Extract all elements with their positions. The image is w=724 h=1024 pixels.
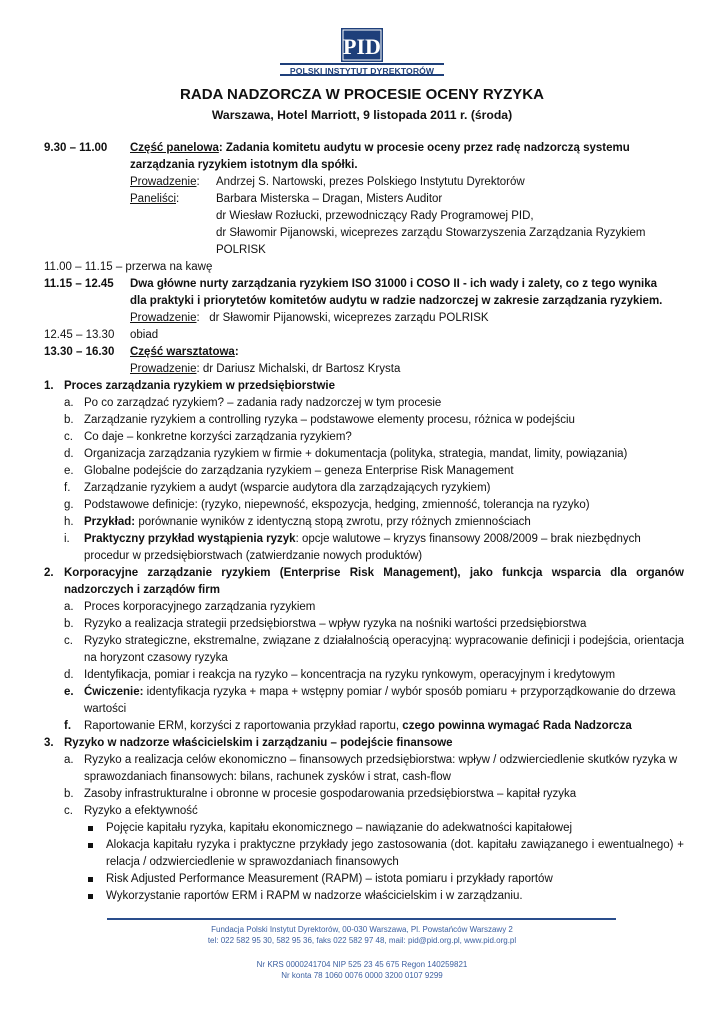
document-title: RADA NADZORCZA W PROCESIE OCENY RYZYKA <box>180 86 544 103</box>
item-text: Ryzyko a efektywność <box>84 805 198 817</box>
session-title-cont: dla praktyki i priorytetów komitetów audytu w radzie nadzorczej w zakresie zarządzania ryzykiem. <box>130 295 663 307</box>
session-time: 9.30 – 11.00 <box>44 142 108 154</box>
panelist-2: dr Wiesław Rozłucki, przewodniczący Rady Programowej PID, <box>216 210 534 222</box>
item-letter: f. <box>64 720 72 732</box>
bullet-text: Pojęcie kapitału ryzyka, kapitału ekonomicznego – nawiązanie do adekwatności kapitałowej <box>106 822 573 834</box>
list-item <box>64 446 684 463</box>
section-3 <box>44 735 684 752</box>
footer-account: Nr konta 78 1060 0076 0000 3200 0107 9299 <box>281 971 443 980</box>
moderator-name: Andrzej S. Nartowski, prezes Polskiego Instytutu Dyrektorów <box>216 176 525 188</box>
list-item <box>64 633 684 667</box>
item-letter: i. <box>64 533 70 545</box>
moderator-label: Prowadzenie <box>130 363 197 375</box>
list-item <box>64 599 684 616</box>
list-item <box>64 463 684 480</box>
coffee-break: 11.00 – 11.15 – przerwa na kawę <box>44 261 213 273</box>
section-title: Proces zarządzania ryzykiem w przedsiębiorstwie <box>64 380 336 392</box>
session-label: Część warsztatowa <box>130 346 235 358</box>
panelist-1: Barbara Misterska – Dragan, Misters Auditor <box>216 193 443 205</box>
item-text: Zasoby infrastrukturalne i obronne w procesie gospodarowania przedsiębiorstwa – kapitał ryzyka <box>84 788 577 800</box>
list-item <box>64 514 684 531</box>
item-letter: b. <box>64 788 74 800</box>
session-time: 13.30 – 16.30 <box>44 346 115 358</box>
section-number: 2. <box>44 567 54 579</box>
session-title: Dwa główne nurty zarządzania ryzykiem ISO 31000 i COSO II - ich wady i zalety, co z tego wynika <box>130 278 658 290</box>
bullet-square-icon <box>88 894 93 899</box>
item-letter: e. <box>64 686 74 698</box>
list-item <box>64 616 684 633</box>
pid-logo-mark <box>341 28 383 62</box>
item-text: Raportowanie ERM, korzyści z raportowania przykład raportu, <box>84 720 403 732</box>
item-text: Zarządzanie ryzykiem a audyt (wsparcie audytora dla zarządzających ryzykiem) <box>84 482 491 494</box>
pid-logo <box>280 28 444 78</box>
list-item <box>64 786 684 803</box>
lunch-time: 12.45 – 13.30 <box>44 329 115 341</box>
list-item <box>64 667 684 684</box>
moderator-name: : dr Dariusz Michalski, dr Bartosz Krysta <box>196 363 401 375</box>
item-letter: f. <box>64 482 71 494</box>
list-item <box>64 497 684 514</box>
list-item <box>64 684 684 718</box>
agenda-session-3: 13.30 – 16.30 Część warsztatowa: <box>44 344 684 361</box>
session-moderator: Prowadzenie: dr Sławomir Pijanowski, wiceprezes zarządu POLRISK <box>130 312 489 324</box>
footer-divider <box>107 918 616 920</box>
item-text: Globalne podejście do zarządzania ryzykiem – geneza Enterprise Risk Management <box>84 465 514 477</box>
item-text: Po co zarządzać ryzykiem? – zadania rady nadzorczej w tym procesie <box>84 397 442 409</box>
item-text: Ryzyko strategiczne, ekstremalne, związane z działalnością operacyjną: wypracowanie definicji i podejścia, orientacja na horyzont czasowy ryzyka <box>84 635 684 664</box>
item-letter: b. <box>64 414 74 426</box>
item-letter: d. <box>64 448 74 460</box>
session-title: : Zadania komitetu audytu w procesie oceny przez radę nadzorczą systemu <box>218 142 630 154</box>
bullet-item <box>84 888 684 905</box>
lunch-label: obiad <box>130 329 159 341</box>
bullet-square-icon <box>88 877 93 882</box>
list-item <box>64 412 684 429</box>
item-letter: c. <box>64 805 73 817</box>
list-item <box>64 803 684 820</box>
item-letter: d. <box>64 669 74 681</box>
footer-contact: tel: 022 582 95 30, 582 95 36, faks 022 582 97 48, mail: pid@pid.org.pl, www.pid.org.pl <box>207 936 517 945</box>
section-title: Ryzyko w nadzorze właścicielskim i zarządzaniu – podejście finansowe <box>64 737 453 749</box>
session-moderator: Prowadzenie: Andrzej S. Nartowski, prezes Polskiego Instytutu Dyrektorów <box>130 176 525 188</box>
section-number: 1. <box>44 380 54 392</box>
item-text: porównanie wyników z identyczną stopą zwrotu, przy różnych zmiennościach <box>135 516 531 528</box>
item-text: Co daje – konkretne korzyści zarządzania ryzykiem? <box>84 431 352 443</box>
item-letter: e. <box>64 465 74 477</box>
panelist-3: dr Sławomir Pijanowski, wiceprezes zarządu Stowarzyszenia Zarządzania Ryzykiem <box>216 227 646 239</box>
item-bold: Praktyczny przykład wystąpienia ryzyk <box>84 533 296 545</box>
document-subtitle: Warszawa, Hotel Marriott, 9 listopada 2011 r. (środa) <box>211 108 513 122</box>
session-title-cont: zarządzania ryzykiem istotnym dla spółki. <box>130 159 358 171</box>
item-bold: czego powinna wymagać Rada Nadzorcza <box>402 720 632 732</box>
item-text: Podstawowe definicje: (ryzyko, niepewność, ekspozycja, hedging, zmienność, tolerancja na ryzyko) <box>84 499 590 511</box>
session-panelists: Paneliści: Barbara Misterska – Dragan, Misters Auditor <box>130 193 443 205</box>
list-item <box>64 395 684 412</box>
panelist-3-cont: POLRISK <box>216 244 266 256</box>
item-letter: a. <box>64 601 74 613</box>
logo-name: POLSKI INSTYTUT DYREKTORÓW <box>280 63 444 76</box>
lunch-break <box>44 327 684 344</box>
item-text: identyfikacja ryzyka + mapa + wstępny pomiar / wybór sposób pomiaru + przyporządkowanie do drzewa wartości <box>84 686 676 715</box>
agenda-content <box>44 140 684 905</box>
item-letter: b. <box>64 618 74 630</box>
list-item <box>64 429 684 446</box>
bullet-square-icon <box>88 826 93 831</box>
agenda-session-2 <box>44 276 684 293</box>
list-item <box>64 752 684 786</box>
item-letter: h. <box>64 516 74 528</box>
item-letter: a. <box>64 397 74 409</box>
logo-letters: PID <box>343 34 381 59</box>
item-letter: g. <box>64 499 74 511</box>
item-text: Ryzyko a realizacja strategii przedsiębiorstwa – wpływ ryzyka na nośniki wartości przedsiębiorstwa <box>84 618 587 630</box>
bullet-text: Alokacja kapitału ryzyka i praktyczne przykłady jego zastosowania (dot. kapitału zawiązanego i ewentualnego) + relacja / odzwierciedlenie w sprawozdaniach finansowych <box>106 839 684 868</box>
item-letter: c. <box>64 635 73 647</box>
list-item <box>64 480 684 497</box>
list-item <box>64 531 684 565</box>
item-letter: a. <box>64 754 74 766</box>
session-label: Część panelowa <box>130 142 219 154</box>
item-bold: Przykład: <box>84 516 136 528</box>
section-2 <box>44 565 684 599</box>
section-1 <box>44 378 684 395</box>
item-text: Ryzyko a realizacja celów ekonomiczno – finansowych przedsiębiorstwa: wpływ / odzwierciedlenie skutków ryzyka w sprawozdaniach finansowych: bilans, rachunek zysków i strat, cash-flow <box>84 754 678 783</box>
bullet-item <box>84 871 684 888</box>
footer-registry: Nr KRS 0000241704 NIP 525 23 45 675 Regon 140259821 <box>256 960 468 969</box>
panelists-label: Paneliści <box>130 193 177 205</box>
item-text: Identyfikacja, pomiar i reakcja na ryzyko – koncentracja na ryzyku rynkowym, operacyjnym i kredytowym <box>84 669 616 681</box>
section-number: 3. <box>44 737 54 749</box>
moderator-name: dr Sławomir Pijanowski, wiceprezes zarządu POLRISK <box>209 312 489 324</box>
bullet-text: Risk Adjusted Performance Measurement (RAPM) – istota pomiaru i przykłady raportów <box>106 873 553 885</box>
section-title: Korporacyjne zarządzanie ryzykiem (Enterprise Risk Management), jako funkcja wsparcia dla organów nadzorczych i zarządów firm <box>64 567 684 596</box>
item-letter: c. <box>64 431 73 443</box>
bullet-item <box>84 820 684 837</box>
item-bold: Ćwiczenie: <box>84 686 144 698</box>
agenda-session-1 <box>44 140 684 157</box>
moderator-label: Prowadzenie <box>130 312 197 324</box>
bullet-square-icon <box>88 843 93 848</box>
item-text: : opcje walutowe – kryzys finansowy 2008/2009 – brak niezbędnych procedur w przedsiębiorstwach (zatwierdzanie nowych produktów) <box>84 533 641 562</box>
bullet-item <box>84 837 684 871</box>
session-moderator <box>44 361 684 378</box>
item-text: Zarządzanie ryzykiem a controlling ryzyka – podstawowe elementy procesu, różnica w podejściu <box>84 414 575 426</box>
item-text: Organizacja zarządzania ryzykiem w firmie + dokumentacja (polityka, strategia, mandat, limity, powiązania) <box>84 448 628 460</box>
bullet-text: Wykorzystanie raportów ERM i RAPM w nadzorze właścicielskim i w zarządzaniu. <box>106 890 523 902</box>
footer-address: Fundacja Polski Instytut Dyrektorów, 00-030 Warszawa, Pl. Powstańców Warszawy 2 <box>211 925 513 934</box>
item-text: Proces korporacyjnego zarządzania ryzykiem <box>84 601 316 613</box>
moderator-label: Prowadzenie <box>130 176 197 188</box>
session-time: 11.15 – 12.45 <box>44 278 114 290</box>
list-item <box>64 718 684 735</box>
